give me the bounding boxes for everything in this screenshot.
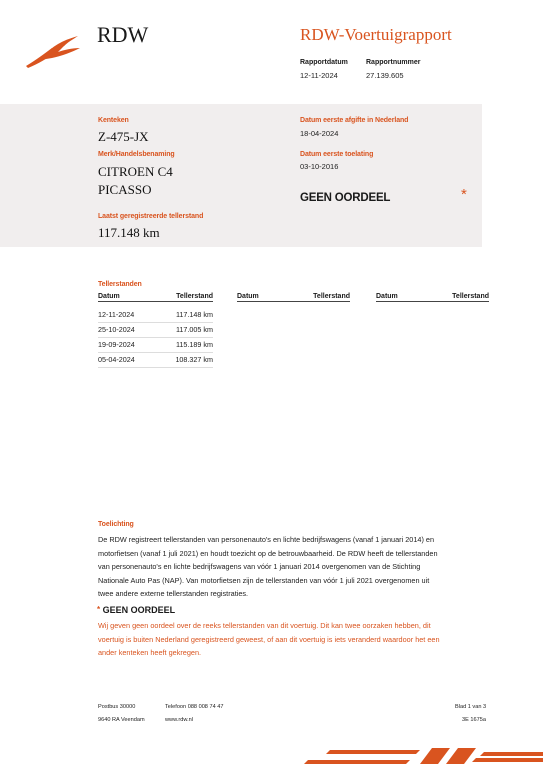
col-reading-header: Tellerstand <box>452 293 489 300</box>
vehicle-info-panel <box>0 104 482 247</box>
verdict-line: ander kenteken heeft gekregen. <box>98 648 202 658</box>
footer-city: 9640 RA Veendam <box>98 717 145 723</box>
table-row <box>98 338 213 353</box>
explanation-title: Toelichting <box>98 521 134 528</box>
explanation-line: van personenauto's en lichte bedrijfswagens van vóór 1 januari 2014 overgenomen van de Stichting <box>98 562 421 572</box>
row-date: 25-10-2024 <box>98 325 135 334</box>
readings-header-2 <box>237 293 350 302</box>
report-title: RDW-Voertuigrapport <box>300 25 452 44</box>
readings-title: Tellerstanden <box>98 281 142 288</box>
col-date-header: Datum <box>376 293 398 300</box>
verdict-asterisk: * <box>461 186 467 203</box>
explanation-line: Nationale Auto Pas (NAP). Van motorfietsen zijn de tellerstanden van vóór 1 juli 2021 overgenomen uit <box>98 575 430 585</box>
footer-postbus: Postbus 30000 <box>98 704 136 710</box>
footer-stripes-icon <box>300 744 543 768</box>
verdict-heading-asterisk: * <box>97 605 101 614</box>
row-value: 115.189 km <box>175 340 213 349</box>
verdict-heading-text: GEEN OORDEEL <box>102 605 176 615</box>
explanation-line: De RDW registreert tellerstanden van personenauto's en lichte bedrijfswagens (vanaf 1 januari 2014) en <box>98 535 435 544</box>
col-date-header: Datum <box>237 293 259 300</box>
verdict-heading <box>97 605 175 615</box>
col-reading-header: Tellerstand <box>313 293 350 300</box>
verdict-line: Wij geven geen oordeel over de reeks tellerstanden van dit voertuig. Dit kan twee oorzaken hebben, dit <box>98 621 431 630</box>
row-value: 117.005 km <box>175 325 213 334</box>
footer-website[interactable]: www.rdw.nl <box>165 717 193 723</box>
first-admission-value: 03-10-2016 <box>300 162 339 171</box>
readings-header <box>98 293 213 302</box>
brand-name: RDW <box>97 22 149 47</box>
row-date: 19-09-2024 <box>98 340 135 349</box>
plate-value: Z-475-JX <box>98 129 149 144</box>
report-number: 27.139.605 <box>366 71 404 80</box>
make-value-line2: PICASSO <box>98 182 152 197</box>
explanation-paragraph <box>98 533 498 601</box>
explanation-line: twee andere externe tellerstanden registraties. <box>98 589 249 599</box>
verdict-explanation <box>98 619 498 660</box>
col-date-header: Datum <box>98 293 120 300</box>
verdict-line: voertuig is buiten Nederland geregistreerd geweest, of aan dit voertuig is iets veranderd waardoor het een <box>98 634 440 644</box>
row-value: 108.327 km <box>175 355 213 364</box>
verdict-badge: GEEN OORDEEL <box>300 192 391 204</box>
row-value: 117.148 km <box>175 310 213 319</box>
table-row <box>98 323 213 338</box>
odometer-label: Laatst geregistreerde tellerstand <box>98 213 204 220</box>
readings-table-1 <box>98 293 213 368</box>
plate-label: Kenteken <box>98 117 129 124</box>
footer-code: 3E 1675a <box>462 717 486 723</box>
row-date: 05-04-2024 <box>98 355 135 364</box>
odometer-value: 117.148 km <box>98 225 160 240</box>
make-label: Merk/Handelsbenaming <box>98 151 175 158</box>
row-date: 12-11-2024 <box>98 310 135 319</box>
table-row <box>98 308 213 323</box>
make-value-line1: CITROEN C4 <box>98 164 173 179</box>
report-number-label: Rapportnummer <box>366 59 421 66</box>
report-date-label: Rapportdatum <box>300 59 348 66</box>
table-row <box>98 353 213 368</box>
first-nl-value: 18-04-2024 <box>300 129 339 138</box>
footer-phone: Telefoon 088 008 74 47 <box>165 704 224 710</box>
explanation-line: motorfietsen (vanaf 1 juli 2021) en houdt toezicht op de betrouwbaarheid. De RDW heeft de tellerstanden <box>98 548 438 558</box>
report-date: 12-11-2024 <box>300 71 338 80</box>
rdw-logo-icon <box>22 30 88 70</box>
readings-header-3 <box>376 293 489 302</box>
first-nl-label: Datum eerste afgifte in Nederland <box>300 117 409 124</box>
footer-page: Blad 1 van 3 <box>455 704 487 710</box>
col-reading-header: Tellerstand <box>176 293 213 300</box>
first-admission-label: Datum eerste toelating <box>300 151 374 158</box>
